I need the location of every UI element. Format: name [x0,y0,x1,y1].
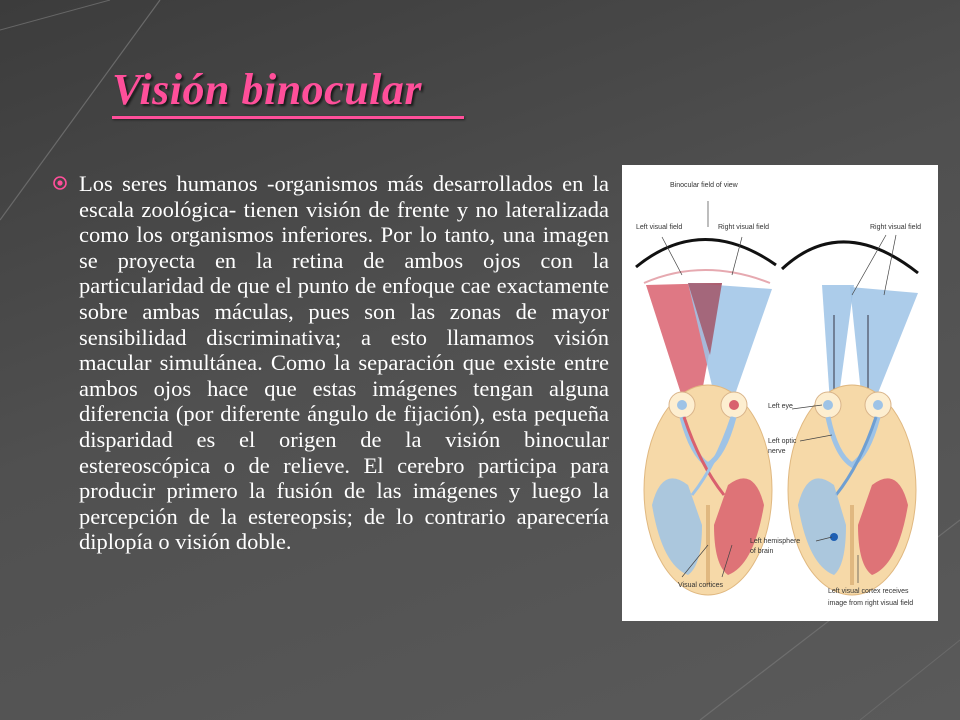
label-right-visual-field-right: Right visual field [870,224,921,231]
circled-dot-icon [52,175,68,191]
label-image-from-right: image from right visual field [828,600,914,607]
label-left-hemisphere: Left hemisphere [750,538,801,545]
label-binocular-field: Binocular field of view [670,182,738,189]
label-nerve: nerve [768,448,786,455]
title-underline [112,116,464,119]
right-diagram [782,242,918,595]
binocular-vision-diagram [622,165,938,621]
label-right-visual-field-left: Right visual field [718,224,769,231]
label-left-optic: Left optic [768,438,797,445]
label-left-eye: Left eye [768,403,793,410]
label-left-visual-field: Left visual field [636,224,683,231]
slide-title: Visión binocular [112,65,423,114]
body-paragraph: Los seres humanos -organismos más desarrollados en la escala zoológica- tienen visión de frente y no lateralizada como los organismos inferiores. Por lo tanto, una imagen se proyecta en la retina de ambos ojos con la particularidad de que el punto de enfoque cae exactamente sobre ambas máculas, pues son las zonas de mayor sensibilidad discriminativa; a esto llamamos visión macular simultánea. Como la separación que existe entre ambos ojos hace que estas imágenes tengan alguna diferencia (por diferente ángulo de fijación), esta pequeña disparidad es el origen de la visión binocular estereoscópica o de relieve. El cerebro participa para producir primero la fusión de las imágenes y luego la percepción de la estereopsis; de lo contrario aparecería diplopía o visión doble. [79,171,609,555]
label-of-brain: of brain [750,548,774,555]
label-cortex-receives: Left visual cortex receives [828,588,909,595]
label-visual-cortices: Visual cortices [678,582,724,589]
